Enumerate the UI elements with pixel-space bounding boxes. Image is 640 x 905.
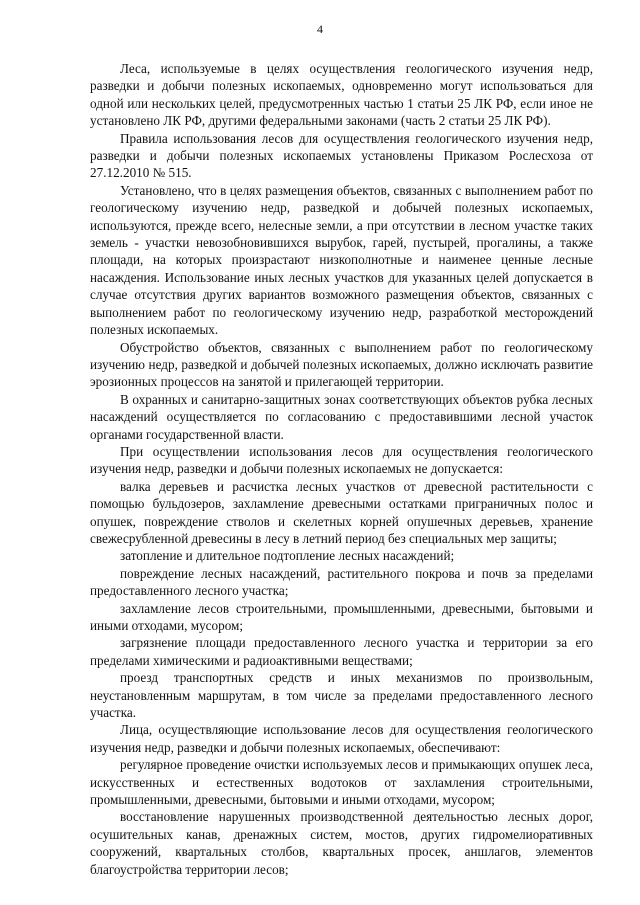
list-item-flooding: затопление и длительное подтопление лесных насаждений; xyxy=(120,548,455,564)
list-item-vehicle-passage: проезд транспортных средств и иных механизмов по произвольным, неустановленным маршрутам, в том числе за пределами предоставленного лесного участка. xyxy=(90,670,593,721)
list-item-restoration: восстановление нарушенных производственной деятельностью лесных дорог, осушительных канав, дренажных систем, мостов, других гидромелиоративных сооружений, квартальных столбов, квартальных просек, аншлагов, элементов благоустройства территории лесов; xyxy=(90,809,593,877)
list-item-pollution: загрязнение площади предоставленного лесного участка и территории за его пределами химическими и радиоактивными веществами; xyxy=(90,635,593,668)
paragraph-rules-order: Правила использования лесов для осуществления геологического изучения недр, разведки и добычи полезных ископаемых установлены Приказом Рослесхоза от 27.12.2010 № 515. xyxy=(90,130,593,181)
paragraph-erosion-prevention: Обустройство объектов, связанных с выполнением работ по геологическому изучению недр, разведкой и добычей полезных ископаемых, должно исключать развитие эрозионных процессов на занятой и прилегающей территории. xyxy=(90,339,593,390)
list-item-littering: захламление лесов строительными, промышленными, древесными, бытовыми и иными отходами, мусором; xyxy=(90,600,593,633)
paragraph-obligations-intro: Лица, осуществляющие использование лесов для осуществления геологического изучения недр, разведки и добычи полезных ископаемых, обеспечивают: xyxy=(90,722,593,755)
list-item-cleaning: регулярное проведение очистки используемых лесов и примыкающих опушек леса, искусственных и естественных водотоков от захламления строительными, промышленными, древесными, бытовыми и иными отходами, мусором; xyxy=(90,757,593,808)
paragraph-forest-use-purposes: Леса, используемые в целях осуществления геологического изучения недр, разведки и добычи полезных ископаемых, одновременно могут использоваться для одной или нескольких целей, предусмотренных частью 1 статьи 25 ЛК РФ, если иное не установлено ЛК РФ, другими федеральными законами (часть 2 статьи 25 ЛК РФ). xyxy=(90,61,593,129)
page-number: 4 xyxy=(317,22,323,36)
paragraph-prohibitions-intro: При осуществлении использования лесов для осуществления геологического изучения недр, разведки и добычи полезных ископаемых не допускается: xyxy=(90,443,593,477)
paragraph-protection-zones: В охранных и санитарно-защитных зонах соответствующих объектов рубка лесных насаждений осуществляется по согласованию с предоставившими лесной участок органами государственной власти. xyxy=(90,391,593,442)
document-body xyxy=(90,60,593,878)
paragraph-object-placement: Установлено, что в целях размещения объектов, связанных с выполнением работ по геологическому изучению недр, разведкой и добычей полезных ископаемых, используются, прежде всего, нелесные земли, а при отсутствии в лесном участке таких земель - участки невозобновившихся вырубок, гарей, пустырей, прогалины, а также площади, на которых произрастают низкополнотные и наименее ценные лесные насаждения. Использование иных лесных участков для указанных целей допускается в случае отсутствия других вариантов возможного размещения объектов, связанных с выполнением работ по геологическому изучению недр, разработкой месторождений полезных ископаемых. xyxy=(90,182,593,338)
list-item-damage: повреждение лесных насаждений, растительного покрова и почв за пределами предоставленного лесного участка; xyxy=(90,565,593,599)
list-item-tree-felling: валка деревьев и расчистка лесных участков от древесной растительности с помощью бульдозеров, захламление древесными остатками приграничных полос и опушек, повреждение стволов и скелетных корней опушечных деревьев, хранение свежесрубленной древесины в лесу в летний период без специальных мер защиты; xyxy=(90,478,593,546)
